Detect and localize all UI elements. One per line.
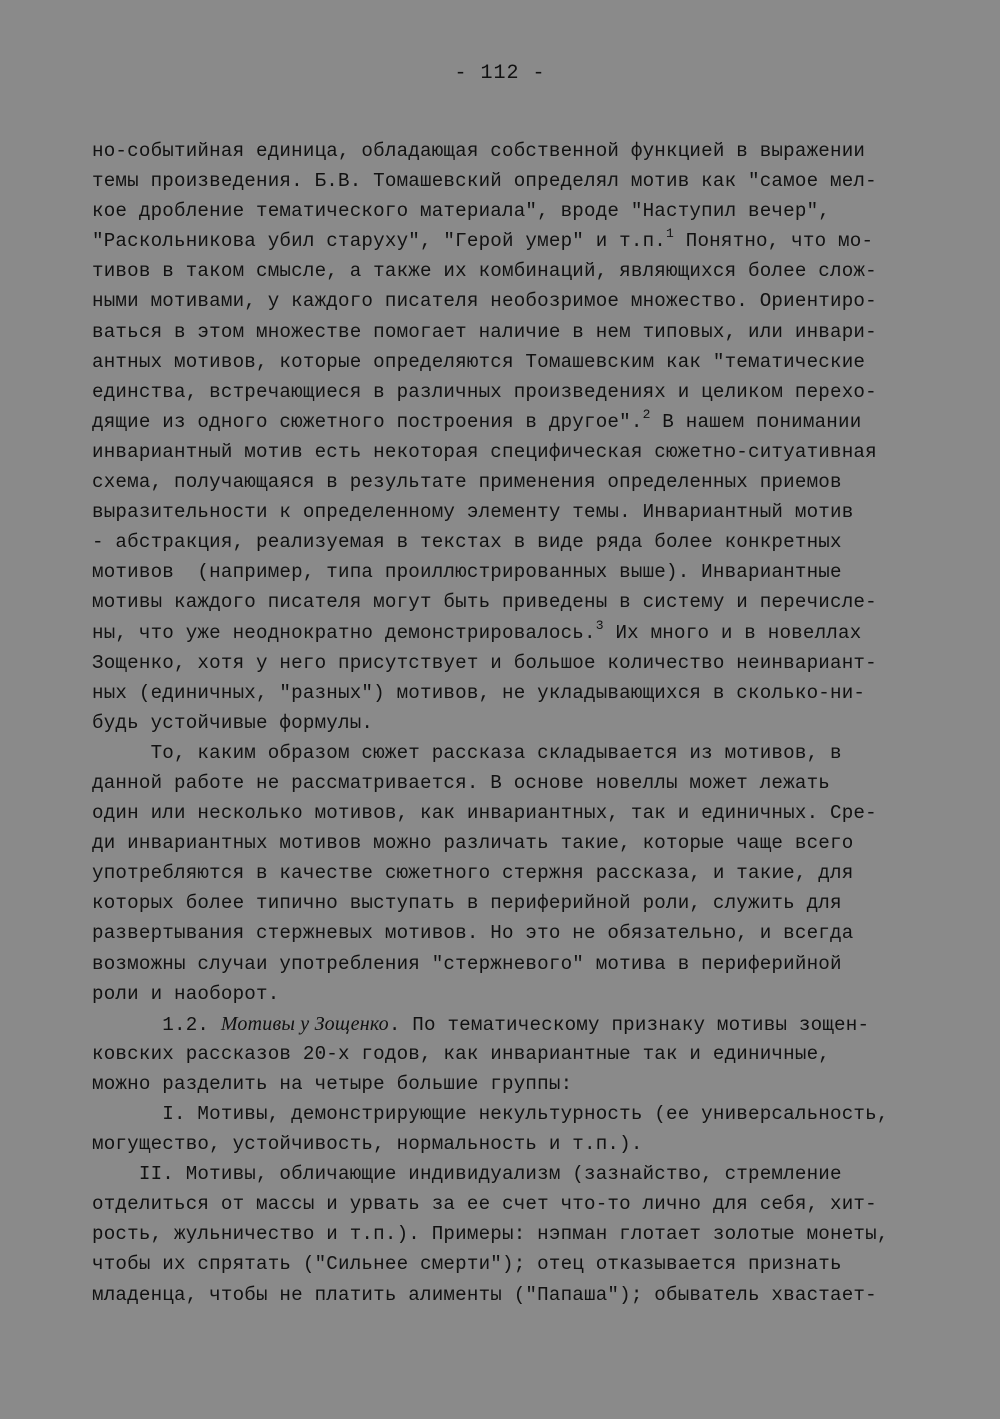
text-line — [92, 949, 922, 979]
text-line — [92, 858, 922, 888]
line-text: антных мотивов, которые определяются Томашевским как "тематические — [92, 350, 866, 373]
line-text: развертывания стержневых мотивов. Но это не обязательно, и всегда — [92, 922, 854, 945]
text-line — [92, 1219, 922, 1249]
text-line — [92, 286, 922, 316]
line-text: инвариантный мотив есть некоторая специфическая сюжетно-ситуативная — [92, 440, 877, 463]
line-text: - абстракция, реализуемая в текстах в виде ряда более конкретных — [92, 531, 842, 554]
text-line — [92, 648, 922, 678]
line-text: ковских рассказов 20-х годов, как инвариантные так и единичные, — [92, 1042, 831, 1065]
text-line — [92, 1189, 922, 1219]
line-text: То, каким образом сюжет рассказа складывается из мотивов, в — [92, 741, 842, 764]
text-line — [92, 1099, 922, 1129]
text-line — [92, 979, 922, 1009]
line-text: но-событийная единица, обладающая собственной функцией в выражении — [92, 140, 866, 162]
line-text: которых более типично выступать в периферийной роли, служить для — [92, 892, 842, 915]
text-line — [92, 1249, 922, 1279]
text-line — [92, 527, 922, 557]
text-line — [92, 407, 922, 437]
footnote-marker: 1 — [666, 226, 675, 242]
line-text: мотивы каждого писателя могут быть приведены в систему и перечисле- — [92, 591, 877, 614]
line-text: ны, что уже неоднократно демонстрировалось. — [92, 621, 596, 644]
line-text: возможны случаи употребления "стержневого" мотива в периферийной — [92, 952, 842, 975]
footnote-marker: 3 — [595, 617, 604, 633]
line-text: могущество, устойчивость, нормальность и т.п.). — [92, 1133, 643, 1156]
text-line — [92, 587, 922, 617]
line-text-continued: Понятно, что мо- — [674, 230, 874, 253]
text-line — [92, 768, 922, 798]
text-line — [92, 467, 922, 497]
line-text: темы произведения. Б.В. Томашевский определял мотив как "самое мел- — [92, 170, 877, 193]
text-line — [92, 618, 922, 648]
text-line — [92, 256, 922, 286]
text-line — [92, 828, 922, 858]
line-text-continued: . По тематическому признаку мотивы зощен- — [388, 1013, 870, 1036]
body-text — [92, 136, 922, 1310]
line-text: ными мотивами, у каждого писателя необозримое множество. Ориентиро- — [92, 290, 877, 313]
line-text: дящие из одного сюжетного построения в другое". — [92, 410, 643, 433]
text-line — [92, 738, 922, 768]
text-line — [92, 377, 922, 407]
text-line — [92, 1280, 922, 1310]
text-line — [92, 497, 922, 527]
text-line — [92, 317, 922, 347]
text-line — [92, 1039, 922, 1069]
line-text: единства, встречающиеся в различных произведениях и целиком перехо- — [92, 380, 877, 403]
text-line — [92, 798, 922, 828]
line-text: один или несколько мотивов, как инвариантных, так и единичных. Сре- — [92, 802, 877, 825]
line-text: тивов в таком смысле, а также их комбинаций, являющихся более слож- — [92, 260, 877, 283]
text-line — [92, 678, 922, 708]
section-heading: Мотивы у Зощенко — [220, 1012, 389, 1035]
text-line — [92, 437, 922, 467]
text-line — [92, 196, 922, 226]
line-text: будь устойчивые формулы. — [92, 711, 374, 734]
line-text: кое дробление тематического материала", вроде "Наступил вечер", — [92, 200, 831, 223]
line-text: выразительности к определенному элементу темы. Инвариантный мотив — [92, 501, 854, 524]
text-line — [92, 888, 922, 918]
line-text: ных (единичных, "разных") мотивов, не укладывающихся в сколько-ни- — [92, 681, 866, 704]
line-text-continued: Их много и в новеллах — [603, 621, 862, 644]
page-number: - 112 - — [454, 62, 546, 85]
line-text: 1.2. — [92, 1013, 221, 1036]
text-line — [92, 136, 922, 166]
text-line — [92, 347, 922, 377]
text-line — [92, 1159, 922, 1189]
line-text: чтобы их спрятать ("Сильнее смерти"); отец отказывается признать — [92, 1253, 842, 1276]
line-text: рость, жульничество и т.п.). Примеры: нэпман глотает золотые монеты, — [92, 1223, 889, 1246]
line-text: употребляются в качестве сюжетного стержня рассказа, и такие, для — [92, 862, 854, 885]
line-text: младенца, чтобы не платить алименты ("Папаша"); обыватель хвастает- — [92, 1283, 877, 1306]
line-text: I. Мотивы, демонстрирующие некультурность (ее универсальность, — [92, 1103, 889, 1125]
line-text: II. Мотивы, обличающие индивидуализм (зазнайство, стремление — [92, 1163, 842, 1186]
line-text: ваться в этом множестве помогает наличие в нем типовых, или инвари- — [92, 320, 877, 343]
line-text: роли и наоборот. — [92, 982, 280, 1005]
text-line — [92, 557, 922, 587]
footnote-marker: 2 — [642, 406, 651, 422]
line-text: отделиться от массы и урвать за ее счет что-то лично для себя, хит- — [92, 1193, 877, 1216]
text-line — [92, 166, 922, 196]
line-text-continued: В нашем понимании — [650, 410, 862, 433]
text-line — [92, 708, 922, 738]
line-text: Зощенко, хотя у него присутствует и большое количество неинвариант- — [92, 651, 877, 674]
text-line — [92, 918, 922, 948]
text-line — [92, 226, 922, 256]
text-line — [92, 1069, 922, 1099]
text-line — [92, 1009, 922, 1039]
line-text: данной работе не рассматривается. В основе новеллы может лежать — [92, 771, 831, 794]
line-text: ди инвариантных мотивов можно различать такие, которые чаще всего — [92, 832, 854, 855]
text-line — [92, 1129, 922, 1159]
line-text: схема, получающаяся в результате применения определенных приемов — [92, 471, 842, 494]
line-text: "Раскольникова убил старуху", "Герой умер" и т.п. — [92, 230, 667, 253]
line-text: мотивов (например, типа проиллюстрированных выше). Инвариантные — [92, 561, 842, 584]
line-text: можно разделить на четыре большие группы: — [92, 1072, 573, 1095]
